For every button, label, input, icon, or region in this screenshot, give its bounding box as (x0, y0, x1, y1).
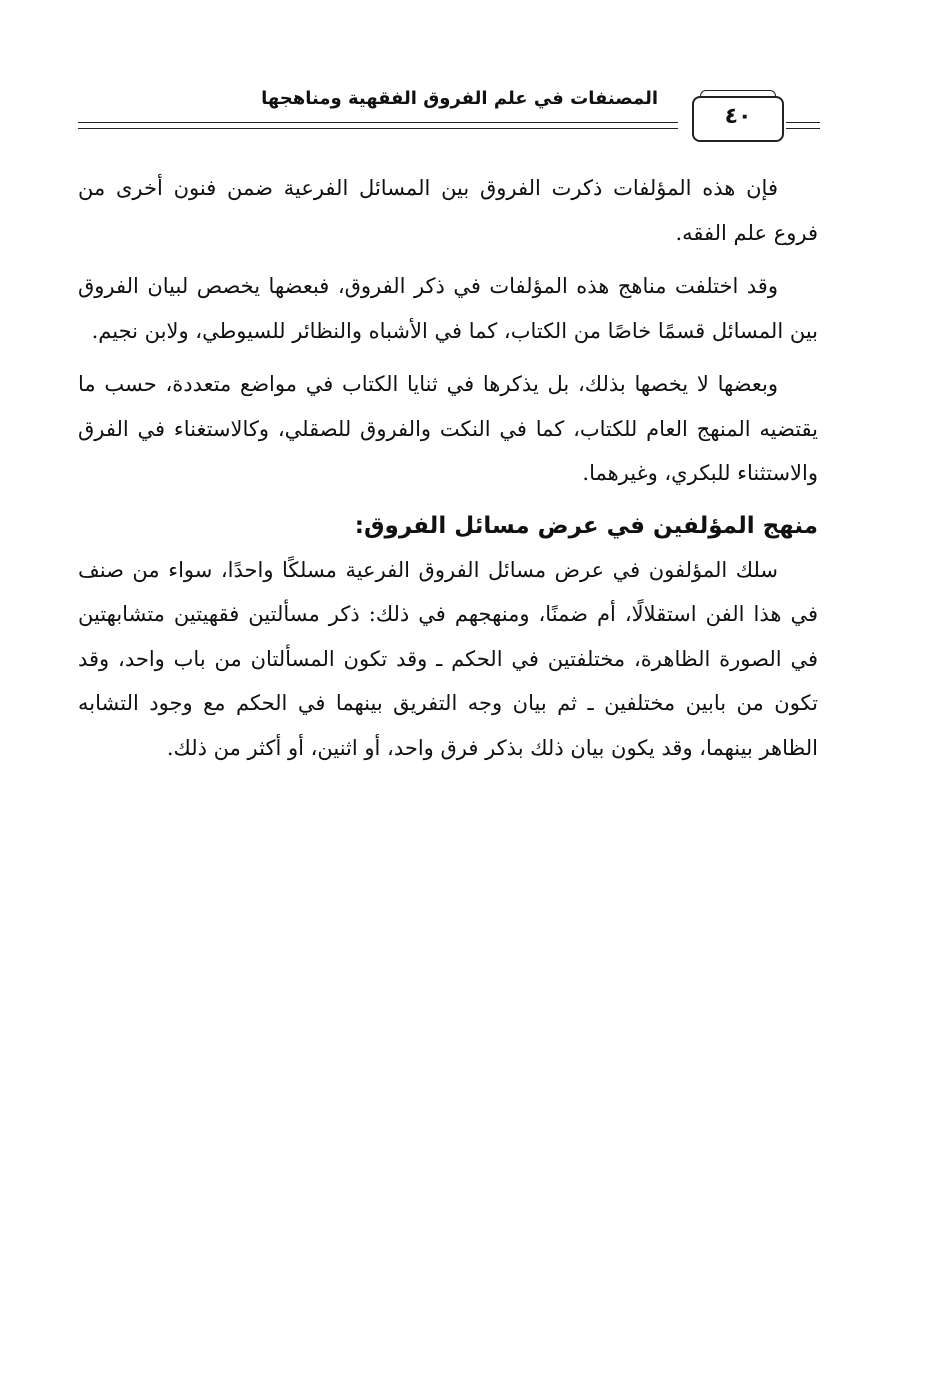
page-number-badge (692, 96, 784, 142)
paragraph-1: فإن هذه المؤلفات ذكرت الفروق بين المسائل الفرعية ضمن فنون أخرى من فروع علم الفقه. (78, 176, 818, 245)
header-rule (78, 122, 678, 129)
running-title: المصنفات في علم الفروق الفقهية ومناهجها (261, 88, 658, 109)
paragraph-3: وبعضها لا يخصها بذلك، بل يذكرها في ثنايا الكتاب في مواضع متعددة، حسب ما يقتضيه المنهج العام للكتاب، كما في النكت والفروق للصقلي، وكالاستغناء في الفرق والاستثناء للبكري، وغيرهما. (78, 372, 818, 485)
section-heading: منهج المؤلفين في عرض مسائل الفروق: (354, 512, 818, 539)
page-number: ٤٠ (724, 104, 752, 129)
header-rule-tail (786, 122, 820, 129)
running-header (78, 84, 820, 154)
paragraph-2: وقد اختلفت مناهج هذه المؤلفات في ذكر الفروق، فبعضها يخصص لبيان الفروق بين المسائل قسمًا خاصًا من الكتاب، كما في الأشباه والنظائر للسيوطي، ولابن نجيم. (78, 274, 818, 343)
page-body (78, 166, 818, 770)
section-paragraph: سلك المؤلفون في عرض مسائل الفروق الفرعية مسلكًا واحدًا، سواء من صنف في هذا الفن استقلالًا، أم ضمنًا، ومنهجهم في ذلك: ذكر مسألتين فقهيتين متشابهتين في الصورة الظاهرة، مختلفتين في الحكم ـ وقد تكون المسألتان من باب واحد، وقد تكون من بابين مختلفين ـ ثم بيان وجه التفريق بينهما في الحكم مع وجود التشابه الظاهر بينهما، وقد يكون بيان ذلك بذكر فرق واحد، أو اثنين، أو أكثر من ذلك. (78, 557, 818, 760)
